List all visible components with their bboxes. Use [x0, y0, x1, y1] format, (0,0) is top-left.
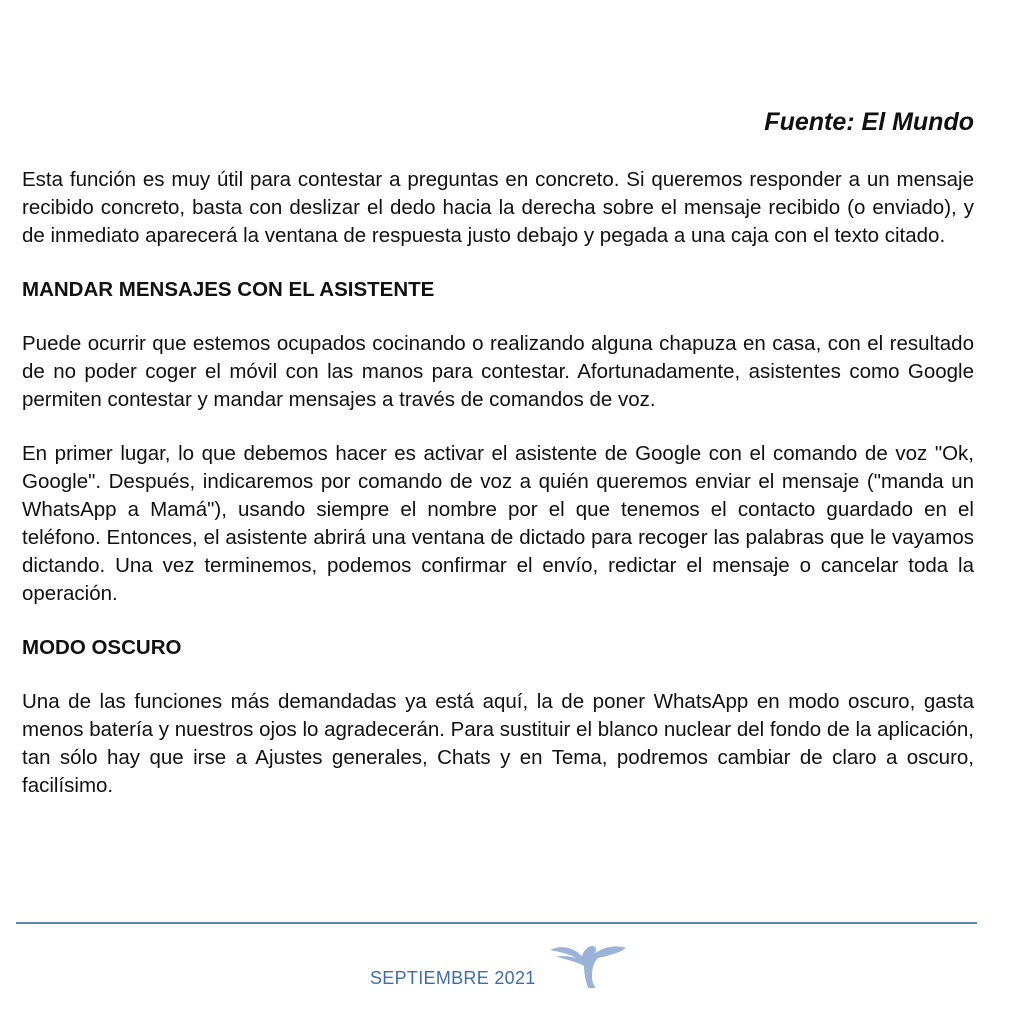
paragraph-assistant-intro: Puede ocurrir que estemos ocupados cocinando o realizando alguna chapuza en casa, con el resultado de no poder coger el móvil con las manos para contestar. Afortunadamente, asistentes como Google permiten contestar y mandar mensajes a través de comandos de voz.: [22, 332, 974, 411]
source-label: Fuente: El Mundo: [764, 108, 974, 136]
paragraph-assistant-steps: En primer lugar, lo que debemos hacer es activar el asistente de Google con el comando de voz "Ok, Google". Después, indicaremos por comando de voz a quién queremos enviar el mensaje ("manda un WhatsApp a Mamá"), usando siempre el nombre por el que tenemos el contacto guardado en el teléfono. Entonces, el asistente abrirá una ventana de dictado para recoger las palabras que le vayamos dictando. Una vez terminemos, podemos confirmar el envío, redictar el mensaje o cancelar toda la operación.: [22, 442, 974, 605]
bird-logo-icon: [548, 940, 628, 990]
section-heading-dark-mode: MODO OSCURO: [22, 636, 182, 659]
document-page: [22, 0, 974, 1024]
paragraph-reply-function: Esta función es muy útil para contestar a preguntas en concreto. Si queremos responder a un mensaje recibido concreto, basta con deslizar el dedo hacia la derecha sobre el mensaje recibido (o enviado), y de inmediato aparecerá la ventana de respuesta justo debajo y pegada a una caja con el texto citado.: [22, 168, 974, 247]
section-heading-assistant: MANDAR MENSAJES CON EL ASISTENTE: [22, 278, 435, 301]
footer-divider: [16, 922, 977, 924]
paragraph-dark-mode: Una de las funciones más demandadas ya está aquí, la de poner WhatsApp en modo oscuro, gasta menos batería y nuestros ojos lo agradecerán. Para sustituir el blanco nuclear del fondo de la aplicación, tan sólo hay que irse a Ajustes generales, Chats y en Tema, podremos cambiar de claro a oscuro, facilísimo.: [22, 690, 974, 797]
article-body: [22, 166, 974, 826]
footer-date: SEPTIEMBRE 2021: [370, 968, 536, 988]
